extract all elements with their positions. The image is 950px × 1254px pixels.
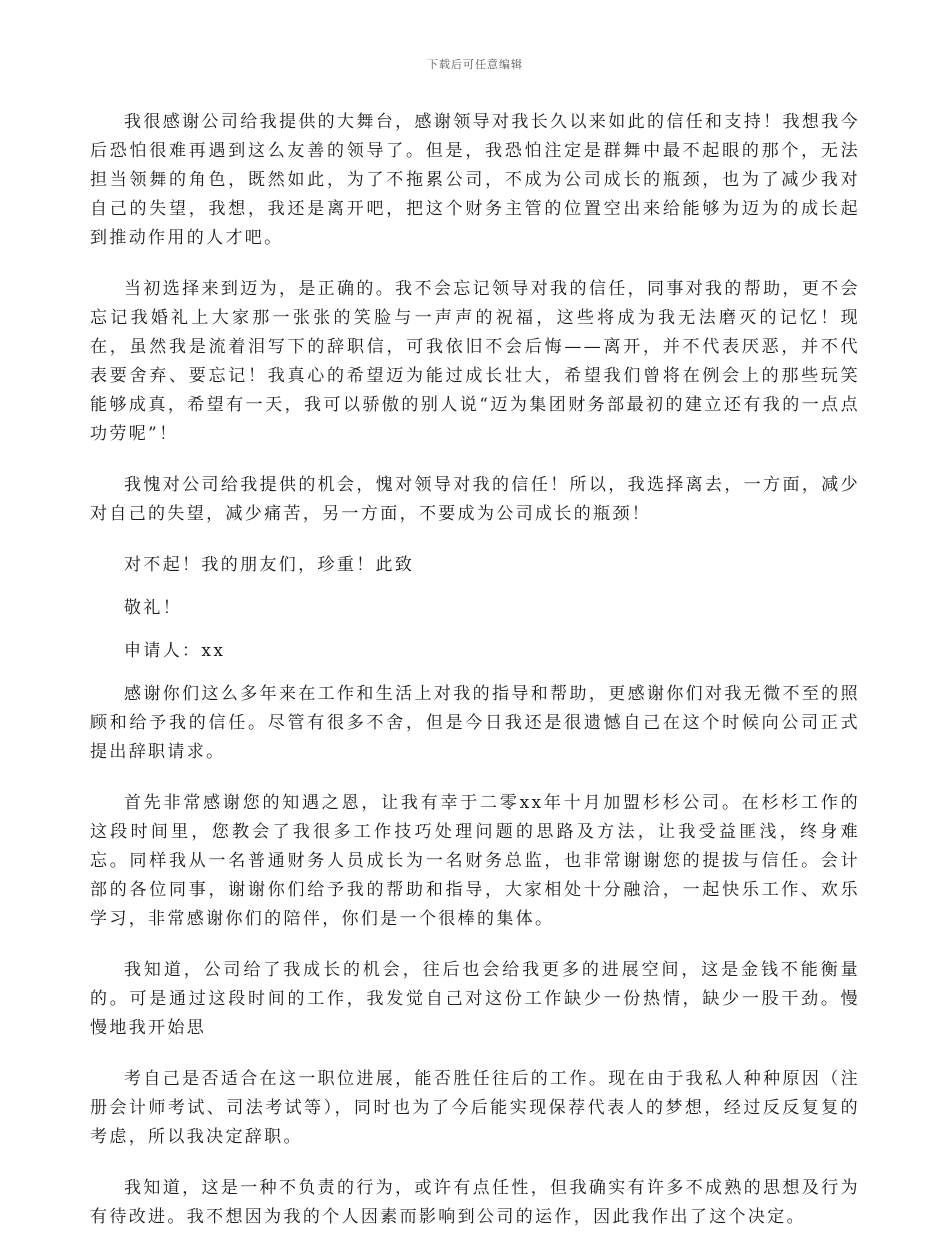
paragraph-7: 考自己是否适合在这一职位进展，能否胜任往后的工作。现在由于我私人种种原因（注册会计师考试、司法考试等），同时也为了今后能实现保荐代表人的梦想，经过反反复复的考虑，所以我决定辞职。 <box>90 1069 860 1147</box>
paragraph-3: 我愧对公司给我提供的机会，愧对领导对我的信任！所以，我选择离去，一方面，减少对自己的失望，减少痛苦，另一方面，不要成为公司成长的瓶颈！ <box>90 475 860 524</box>
paragraph-6: 我知道，公司给了我成长的机会，往后也会给我更多的进展空间，这是金钱不能衡量的。可是通过这段时间的工作，我发觉自己对这份工作缺少一份热情，缺少一股干劲。慢慢地我开始思 <box>90 960 860 1038</box>
salutation: 敬礼！ <box>124 598 183 618</box>
paragraph-8: 我知道，这是一种不负责的行为，或许有点任性，但我确实有许多不成熟的思想及行为有待改进。我不想因为我的个人因素而影响到公司的运作，因此我作出了这个决定。 <box>90 1178 860 1227</box>
paragraph-2: 当初选择来到迈为，是正确的。我不会忘记领导对我的信任，同事对我的帮助，更不会忘记我婚礼上大家那一张张的笑脸与一声声的祝福，这些将成为我无法磨灭的记忆！现在，虽然我是流着泪写下的辞职信，可我依旧不会后悔——离开，并不代表厌恶，并不代表要舍弃、要忘记！我真心的希望迈为能过成长壮大，希望我们曾将在例会上的那些玩笑能够成真，希望有一天，我可以骄傲的别人说“迈为集团财务部最初的建立还有我的一点点功劳呢”！ <box>90 279 860 444</box>
closing-line: 对不起！我的朋友们，珍重！此致 <box>124 555 415 575</box>
paragraph-1: 我很感谢公司给我提供的大舞台，感谢领导对我长久以来如此的信任和支持！我想我今后恐怕很难再遇到这么友善的领导了。但是，我恐怕注定是群舞中最不起眼的那个，无法担当领舞的角色，既然如此，为了不拖累公司，不成为公司成长的瓶颈，也为了减少我对自己的失望，我想，我还是离开吧，把这个财务主管的位置空出来给能够为迈为的成长起到推动作用的人才吧。 <box>90 112 860 248</box>
paragraph-5: 首先非常感谢您的知遇之恩，让我有幸于二零xx年十月加盟杉杉公司。在杉杉工作的这段时间里，您教会了我很多工作技巧处理问题的思路及方法，让我受益匪浅，终身难忘。同样我从一名普通财务人员成长为一名财务总监，也非常谢谢您的提拔与信任。会计部的各位同事，谢谢你们给予我的帮助和指导，大家相处十分融洽，一起快乐工作、欢乐学习，非常感谢你们的陪伴，你们是一个很棒的集体。 <box>90 793 860 929</box>
paragraph-4: 感谢你们这么多年来在工作和生活上对我的指导和帮助，更感谢你们对我无微不至的照顾和给予我的信任。尽管有很多不舍，但是今日我还是很遗憾自己在这个时候向公司正式提出辞职请求。 <box>90 684 860 762</box>
applicant-line: 申请人：xx <box>124 641 226 661</box>
page-header: 下载后可任意编辑 <box>427 58 523 71</box>
document-body <box>90 108 860 1254</box>
